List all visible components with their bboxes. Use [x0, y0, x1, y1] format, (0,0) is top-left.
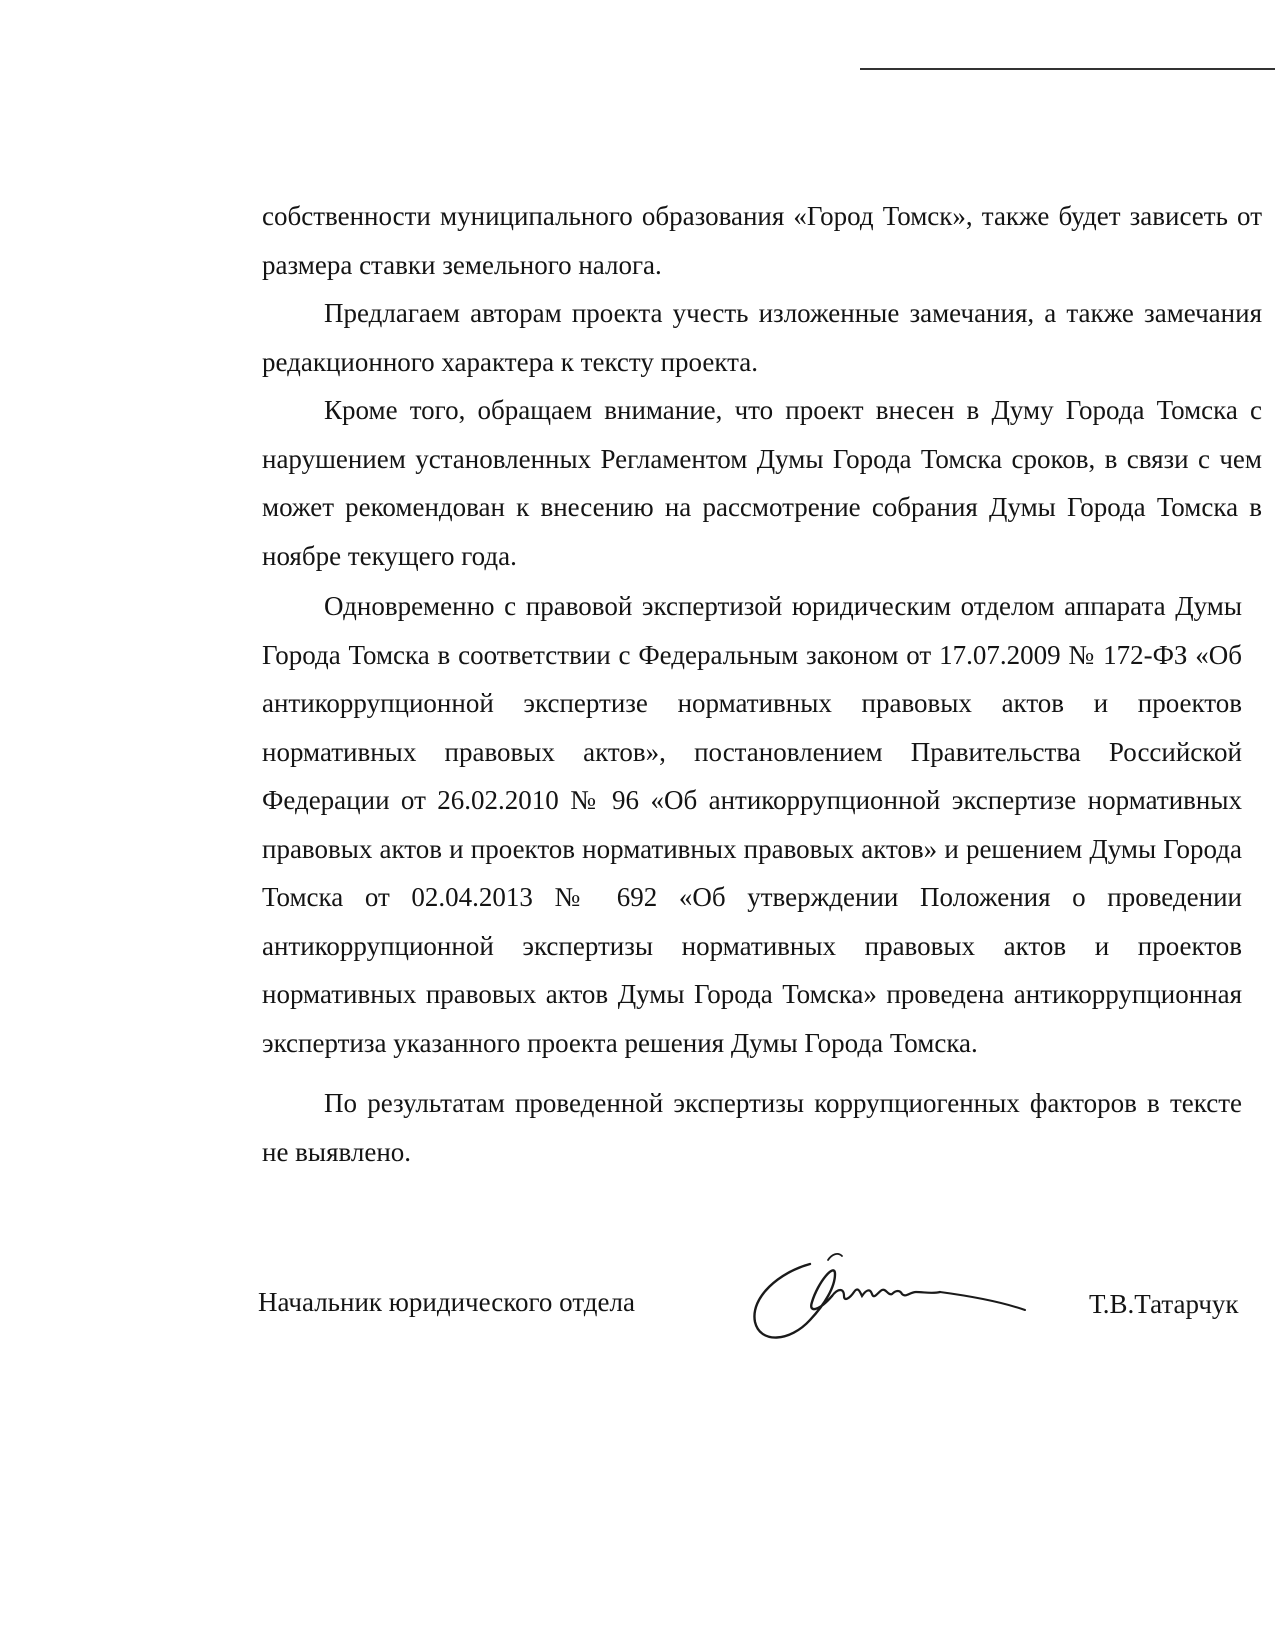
- signatory-name: Т.В.Татарчук: [1089, 1289, 1239, 1319]
- top-rule: [860, 68, 1275, 70]
- paragraph-5: По результатам проведенной экспертизы коррупциогенных факторов в тексте не выявлено.: [262, 1088, 1242, 1167]
- signatory-position: Начальник юридического отдела: [258, 1287, 635, 1317]
- paragraph-1: собственности муниципального образования «Город Томск», также будет зависеть от размера ставки земельного налога.: [262, 201, 1262, 280]
- paragraph-4: Одновременно с правовой экспертизой юридическим отделом аппарата Думы Города Томска в соответствии с Федеральным законом от 17.07.2009 № 172-ФЗ «Об антикоррупционной экспертизе нормативных правовых актов и проектов нормативных правовых актов», постановлением Правительства Российской Федерации от 26.02.2010 № 96 «Об антикоррупционной экспертизе нормативных правовых актов и проектов нормативных правовых актов» и решением Думы Города Томска от 02.04.2013 № 692 «Об утверждении Положения о проведении антикоррупционной экспертизы нормативных правовых актов и проектов нормативных правовых актов Думы Города Томска» проведена антикоррупционная экспертиза указанного проекта решения Думы Города Томска.: [262, 591, 1242, 1058]
- document-body: [262, 192, 1262, 1176]
- paragraph-2: Предлагаем авторам проекта учесть изложенные замечания, а также замечания редакционного характера к тексту проекта.: [262, 298, 1262, 377]
- handwritten-signature: [740, 1252, 1085, 1352]
- paragraph-3: Кроме того, обращаем внимание, что проект внесен в Думу Города Томска с нарушением установленных Регламентом Думы Города Томска сроков, в связи с чем может рекомендован к внесению на рассмотрение собрания Думы Города Томска в ноябре текущего года.: [262, 395, 1262, 571]
